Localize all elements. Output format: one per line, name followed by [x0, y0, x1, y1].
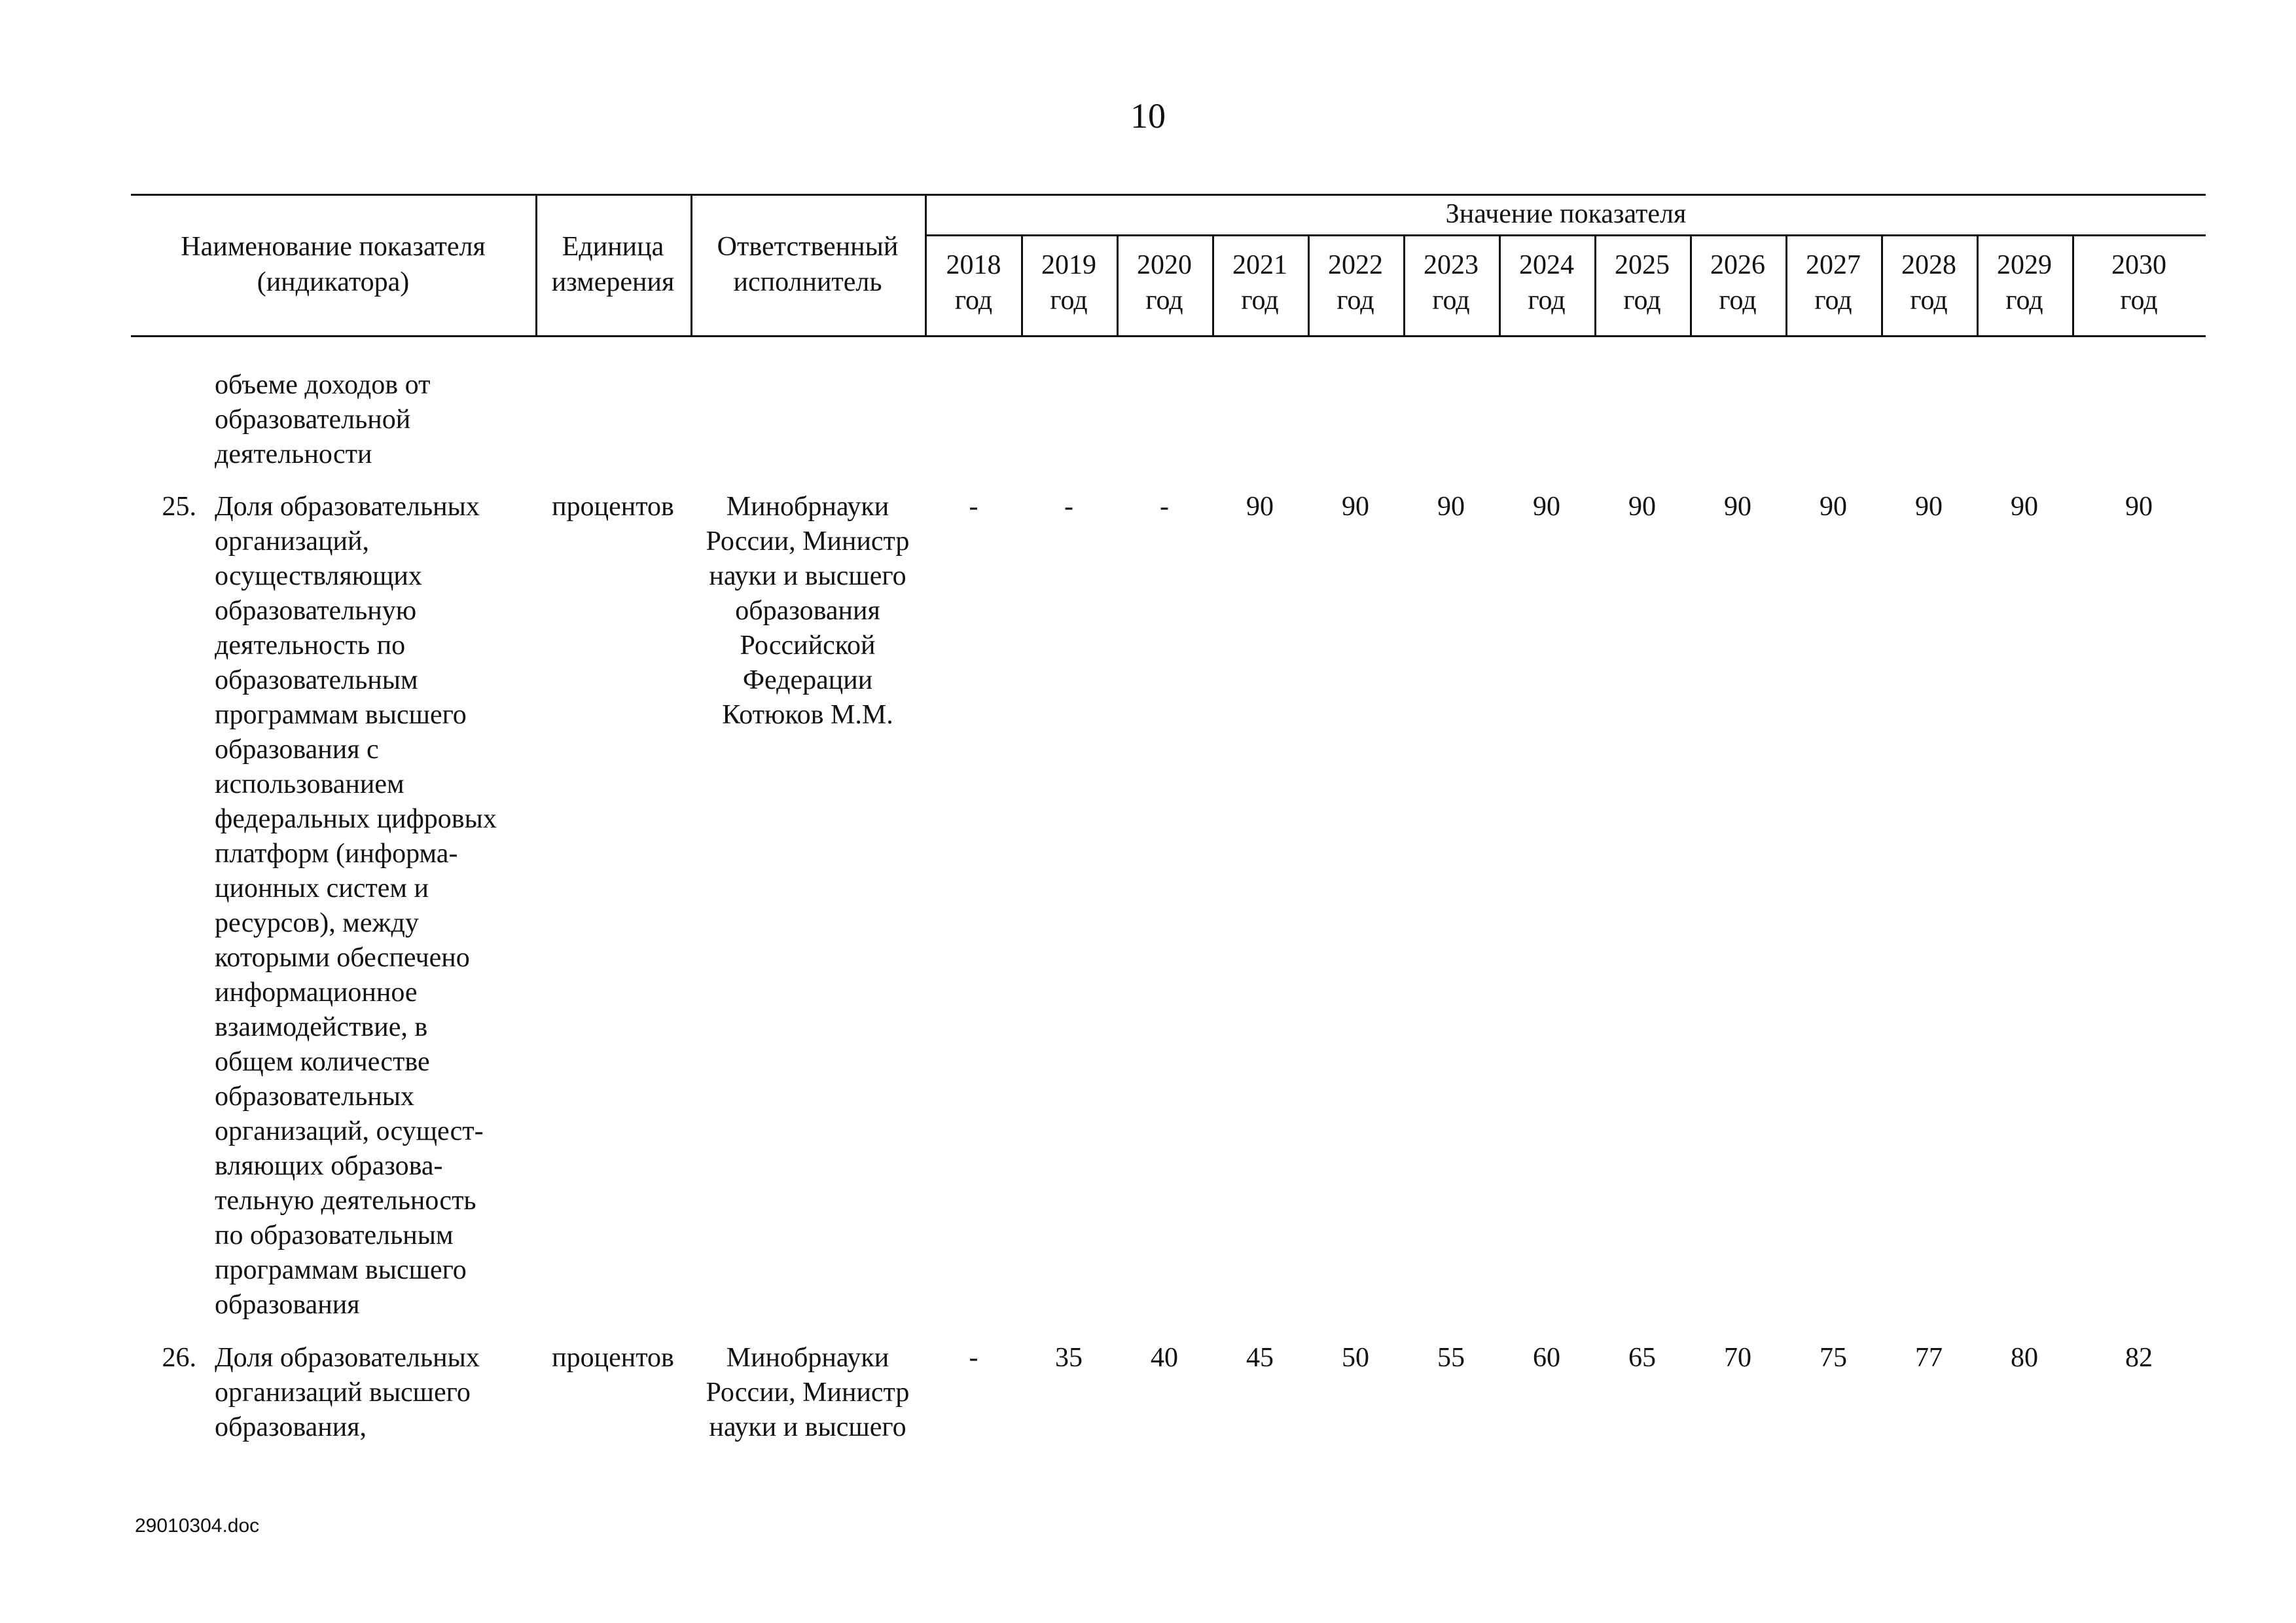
header-year-2025: [1594, 247, 1690, 318]
value-2021: 45: [1246, 1343, 1274, 1373]
value-2025: 65: [1628, 1343, 1656, 1373]
year-label: 2027: [1806, 250, 1861, 280]
value-2024: 90: [1533, 492, 1560, 522]
header-top-rule: [131, 194, 2206, 196]
year-label: 2018: [946, 250, 1001, 280]
header-year-2020: [1117, 247, 1212, 318]
value-2028: 77: [1915, 1343, 1943, 1373]
row-number: 26.: [162, 1343, 196, 1373]
year-unit: год: [1814, 285, 1852, 316]
value-2024: 60: [1533, 1343, 1560, 1373]
value-2029: 80: [2011, 1343, 2038, 1373]
header-year-2028: [1881, 247, 1977, 318]
indicator-name: Доля образовательных организаций высшего образования,: [215, 1343, 480, 1442]
header-year-2029: [1977, 247, 2072, 318]
header-unit: Единица измерения: [551, 232, 675, 297]
year-label: 2019: [1041, 250, 1096, 280]
value-2030: 90: [2125, 492, 2153, 522]
header-year-2024: [1499, 247, 1594, 318]
value-2025: 90: [1628, 492, 1656, 522]
value-2030: 82: [2125, 1343, 2153, 1373]
header-year-2030: [2072, 247, 2206, 318]
header-year-2018: [926, 247, 1021, 318]
year-label: 2021: [1232, 250, 1287, 280]
year-label: 2028: [1901, 250, 1956, 280]
year-unit: год: [1241, 285, 1279, 316]
year-unit: год: [1623, 285, 1661, 316]
year-unit: год: [1910, 285, 1948, 316]
value-2027: 75: [1820, 1343, 1847, 1373]
executor-value: Минобрнауки России, Министр науки и высшего: [706, 1343, 910, 1442]
indicator-name: Доля образовательных организаций, осуществляющих образовательную деятельность по образовательным программам высшего образования с использованием федеральных цифровых платформ (информа- ционных систем и ресурсов), между которыми обеспечено информационное взаимодействие, в общем количестве образовательных организаций, осущест- вляющих образова- тельную деятельность по образовательным программам высшего образования: [215, 492, 497, 1320]
year-label: 2024: [1519, 250, 1574, 280]
value-2018: -: [969, 1343, 978, 1373]
year-unit: год: [954, 285, 993, 316]
year-label: 2023: [1424, 250, 1479, 280]
year-label: 2020: [1137, 250, 1192, 280]
year-unit: год: [1719, 285, 1757, 316]
value-2023: 90: [1437, 492, 1465, 522]
year-unit: год: [2005, 285, 2043, 316]
value-2018: -: [969, 492, 978, 522]
year-unit: год: [1528, 285, 1566, 316]
value-2022: 90: [1342, 492, 1369, 522]
value-2019: 35: [1055, 1343, 1083, 1373]
unit-value: процентов: [552, 492, 674, 522]
year-label: 2026: [1710, 250, 1765, 280]
value-2020: -: [1160, 492, 1169, 522]
header-bottom-rule: [131, 335, 2206, 337]
value-2019: -: [1064, 492, 1073, 522]
year-unit: год: [1050, 285, 1088, 316]
year-unit: год: [1432, 285, 1470, 316]
row-number: 25.: [162, 492, 196, 522]
value-2029: 90: [2011, 492, 2038, 522]
page-number: 10: [1130, 96, 1166, 136]
value-2028: 90: [1915, 492, 1943, 522]
value-2027: 90: [1820, 492, 1847, 522]
value-2026: 90: [1724, 492, 1751, 522]
header-year-2022: [1308, 247, 1403, 318]
year-label: 2029: [1997, 250, 2052, 280]
year-label: 2030: [2111, 250, 2166, 280]
value-2023: 55: [1437, 1343, 1465, 1373]
year-unit: год: [2120, 285, 2158, 316]
year-label: 2022: [1328, 250, 1383, 280]
value-2021: 90: [1246, 492, 1274, 522]
value-2020: 40: [1151, 1343, 1178, 1373]
header-year-2019: [1021, 247, 1117, 318]
footer-filename: 29010304.doc: [135, 1515, 260, 1537]
header-year-2027: [1785, 247, 1881, 318]
unit-value: процентов: [552, 1343, 674, 1373]
header-year-2021: [1212, 247, 1308, 318]
year-unit: год: [1336, 285, 1374, 316]
header-indicator-name: Наименование показателя (индикатора): [181, 232, 486, 297]
header-year-2023: [1403, 247, 1499, 318]
continuation-text: объеме доходов от образовательной деятельности: [215, 370, 431, 469]
value-2026: 70: [1724, 1343, 1751, 1373]
year-label: 2025: [1615, 250, 1670, 280]
header-values-group: Значение показателя: [1445, 199, 1687, 229]
value-2022: 50: [1342, 1343, 1369, 1373]
year-unit: год: [1145, 285, 1183, 316]
header-year-2026: [1690, 247, 1785, 318]
executor-value: Минобрнауки России, Министр науки и высшего образования Российской Федерации Котюков М.М.: [706, 492, 910, 730]
header-executor: Ответственный исполнитель: [717, 232, 899, 297]
